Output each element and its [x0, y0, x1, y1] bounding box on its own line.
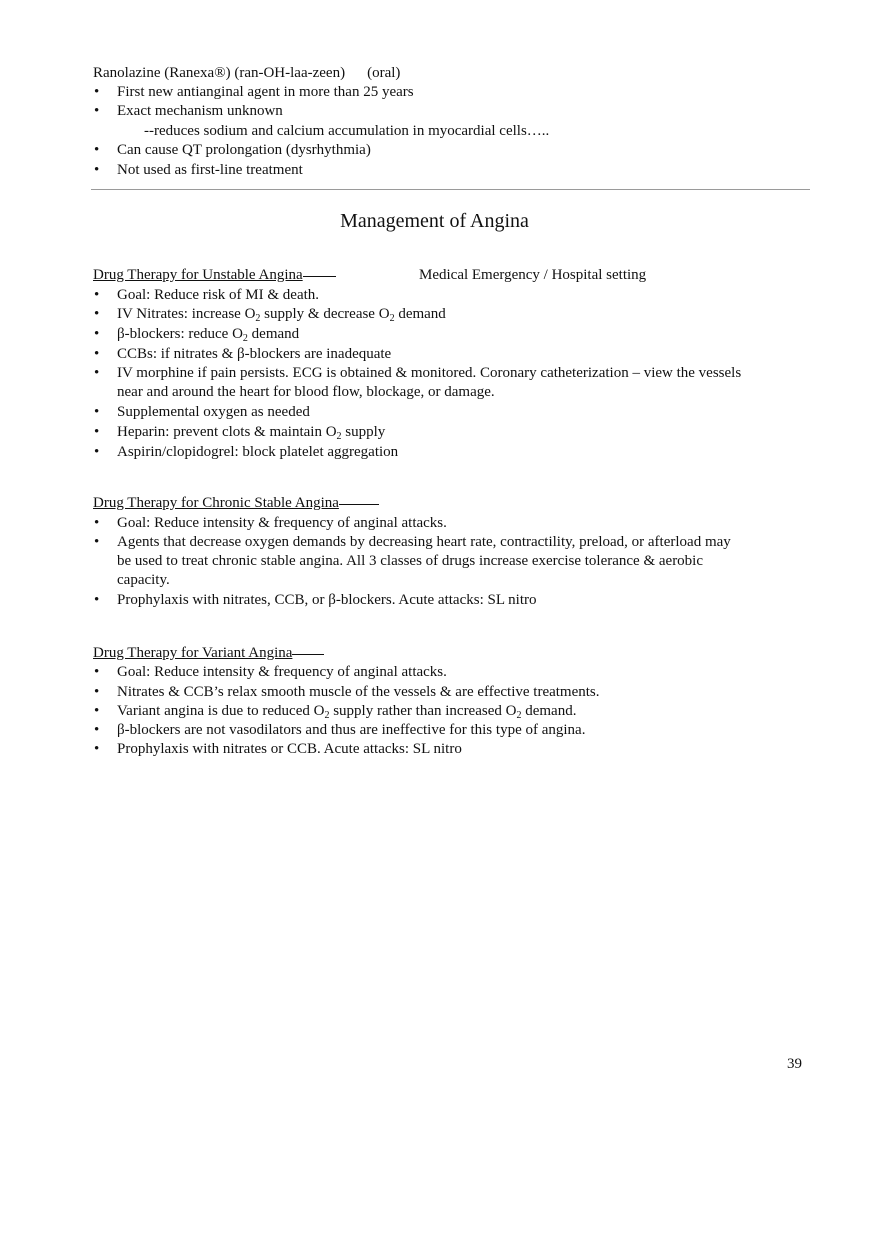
list-item: • CCBs: if nitrates & β-blockers are inadequate: [93, 345, 813, 364]
section-header: [93, 494, 813, 513]
list-item: • β-blockers: reduce $O_2$ demand: [93, 325, 813, 344]
list-item: • Can cause QT prolongation (dysrhythmia): [93, 141, 813, 160]
list-item: • Variant angina is due to reduced $O_2$ supply rather than increased $O_2$ demand.: [93, 702, 813, 721]
chronic-angina-list: [93, 514, 813, 610]
page-number: 39: [787, 1056, 802, 1072]
section-header: [93, 644, 813, 663]
unstable-angina-list: [93, 286, 813, 462]
list-item: • Goal: Reduce intensity & frequency of anginal attacks.: [93, 514, 813, 533]
chronic-angina-section: [93, 494, 813, 610]
list-item: • Prophylaxis with nitrates, CCB, or β-blockers. Acute attacks: SL nitro: [93, 591, 813, 610]
variant-angina-section: [93, 644, 813, 759]
mechanism-note: --reduces sodium and calcium accumulation in myocardial cells…..: [144, 123, 550, 139]
list-item: • Prophylaxis with nitrates or CCB. Acute attacks: SL nitro: [93, 740, 813, 759]
list-item: • Not used as first-line treatment: [93, 161, 813, 180]
page-title: Management of Angina: [340, 210, 529, 232]
list-item: • Goal: Reduce intensity & frequency of anginal attacks.: [93, 663, 813, 682]
list-item: • Heparin: prevent clots & maintain $O_2$ supply: [93, 423, 813, 442]
ranolazine-section: [93, 64, 813, 180]
unstable-angina-section: [93, 266, 813, 462]
section-title: Drug Therapy for Unstable Angina: [93, 266, 336, 285]
list-item: • Supplemental oxygen as needed: [93, 403, 813, 422]
ranolazine-name: Ranolazine (Ranexa®) (ran-OH-laa-zeen): [93, 65, 346, 81]
list-item: • IV Nitrates: increase $O_2$ supply & decrease $O_2$ demand: [93, 305, 813, 324]
setting-note: Medical Emergency / Hospital setting: [419, 267, 647, 283]
list-item: • Nitrates & CCB’s relax smooth muscle of the vessels & are effective treatments.: [93, 683, 813, 702]
list-item: • Aspirin/clopidogrel: block platelet aggregation: [93, 443, 813, 462]
section-header: [93, 266, 813, 285]
variant-angina-list: [93, 663, 813, 759]
section-title: Drug Therapy for Variant Angina: [93, 644, 324, 663]
ranolazine-list: [93, 83, 813, 121]
list-item: • IV morphine if pain persists. ECG is obtained & monitored. Coronary catheterization – view the vessels near and around the heart for blood flow, blockage, or damage.: [93, 364, 813, 402]
ranolazine-heading: [93, 64, 813, 83]
list-item: • Goal: Reduce risk of MI & death.: [93, 286, 813, 305]
list-item: • First new antianginal agent in more than 25 years: [93, 83, 813, 102]
section-divider: [91, 189, 810, 190]
ranolazine-list-continued: [93, 141, 813, 180]
list-item: • β-blockers are not vasodilators and thus are ineffective for this type of angina.: [93, 721, 813, 740]
list-item: • Agents that decrease oxygen demands by decreasing heart rate, contractility, preload, or afterload may be used to treat chronic stable angina. All 3 classes of drugs increase exercise tolerance & aerobic capacity.: [93, 533, 813, 590]
section-title: Drug Therapy for Chronic Stable Angina: [93, 494, 379, 513]
list-item: • Exact mechanism unknown: [93, 102, 813, 121]
ranolazine-route: (oral): [367, 65, 401, 81]
